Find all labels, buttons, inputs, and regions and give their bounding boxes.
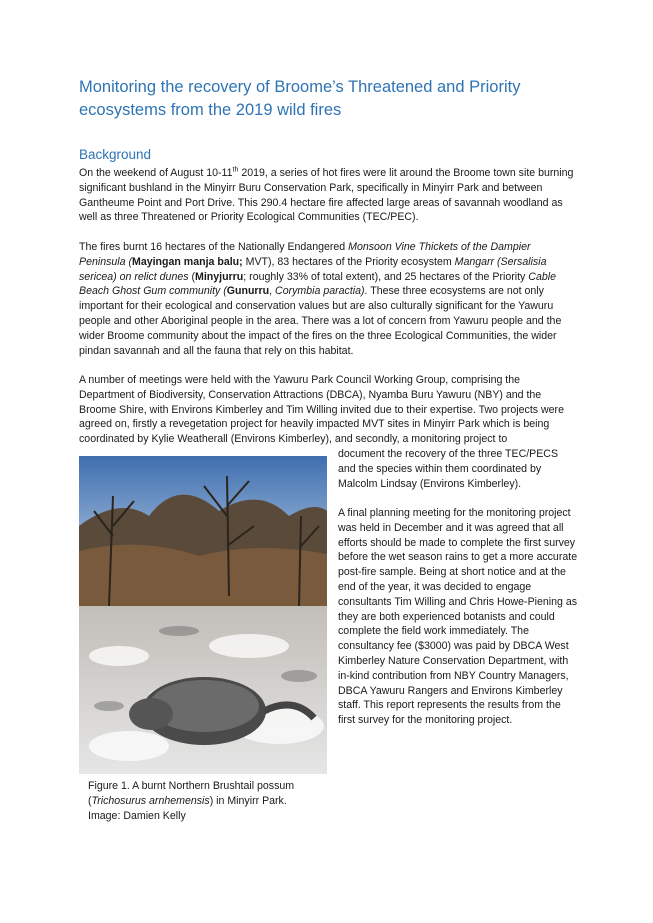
p2-b2: Minyjurru [195, 270, 244, 283]
paragraph-monitoring-coordination: document the recovery of the three TEC/PECS and the species within them coordinated by Malcolm Lindsay (Environs Kimberley). [338, 448, 559, 490]
caption-species-name: Trichosurus arnhemensis [91, 795, 210, 807]
paragraph-intro [79, 166, 575, 225]
p2-t3: ( [188, 270, 196, 283]
section-heading-background: Background [79, 147, 152, 162]
p1-text-a: On the weekend of August 10-11 [79, 167, 233, 179]
p2-t5: , [269, 285, 276, 298]
figure-caption [88, 779, 328, 824]
p2-t1: The fires burnt 16 hectares of the Nationally Endangered [79, 241, 349, 253]
p2-i2: Mangarr (Sersalisia sericea) on relict dunes [79, 255, 547, 283]
caption-line-1: Figure 1. A burnt Northern Brushtail possum [88, 780, 295, 792]
p2-i1: Monsoon Vine Thickets of the Dampier Peninsula ( [79, 241, 531, 268]
p2-t4: ; roughly 33% of total extent), and 25 hectares of the Priority [243, 270, 529, 283]
paragraph-final-planning: A final planning meeting for the monitoring project was held in December and it was agreed that all efforts should be made to complete the first survey before the wet season rains to get a more accurate post-fire sample. Being at short notice and at the end of the year, it was decided to engage consultants Tim Willing and Chris Howe-Piening as they are both experienced botanists and could complete the field work immediately. The consultancy fee ($3000) was paid by DBCA West Kimberley Nature Conservation Department, with in-kind contribution from NBY Country Managers, DBCA Yawuru Rangers and Environs Kimberley staff. This report represents the results from the first survey for the monitoring project. [338, 507, 578, 727]
burnt-possum-photo [79, 456, 327, 774]
caption-open-paren: ( [88, 795, 92, 807]
p2-i3: Cable Beach Ghost Gum community ( [79, 270, 556, 298]
caption-line-2 [88, 794, 328, 809]
paragraph-meetings: A number of meetings were held with the Yawuru Park Council Working Group, comprising the Department of Biodiversity, Conservation Attractions (DBCA), Nyamba Buru Yawuru (NBY) and the Broome Shire, with Environs Kimberley and Tim Willing invited due to their expertise. Two projects were agreed on, firstly a revegetation project for heavily impacted MVT sites in Minyirr Park which is being coordinated by Kylie Weatherall (Environs Kimberley), and secondly, a monitoring project to [79, 374, 564, 446]
p2-t2: MVT), 83 hectares of the Priority ecosystem [242, 255, 455, 268]
caption-image-credit: Image: Damien Kelly [88, 810, 186, 822]
paragraph-fire-impact [79, 240, 575, 358]
p2-i4: Corymbia paractia) [275, 285, 365, 298]
page-title: Monitoring the recovery of Broome’s Threatened and Priority ecosystems from the 2019 wild fires [79, 78, 521, 119]
p2-t6: . These three ecosystems are not only important for their ecological and conservation values but are also culturally significant for the Yawuru people and other Aboriginal people in the area. There was a lot of concern from Yawuru people and the wider Broome community about the impact of the fires on the three Ecological Communities, the wider pindan savannah and all the fauna that rely on this habitat. [79, 285, 562, 357]
p2-b3: Gunurru [226, 285, 270, 298]
p1-text-b: 2019, a series of hot fires were lit around the Broome town site burning significant bushland in the Minyirr Buru Conservation Park, specifically in Minyirr Park and between Gantheume Point and Port Drive. This 290.4 hectare fire affected large areas of savannah woodland as well as three Threatened or Priority Ecological Communities (TEC/PEC). [79, 167, 574, 224]
caption-location: ) in Minyirr Park. [209, 795, 287, 807]
p1-superscript: th [232, 166, 239, 174]
p2-b1: Mayingan manja balu; [132, 255, 243, 268]
